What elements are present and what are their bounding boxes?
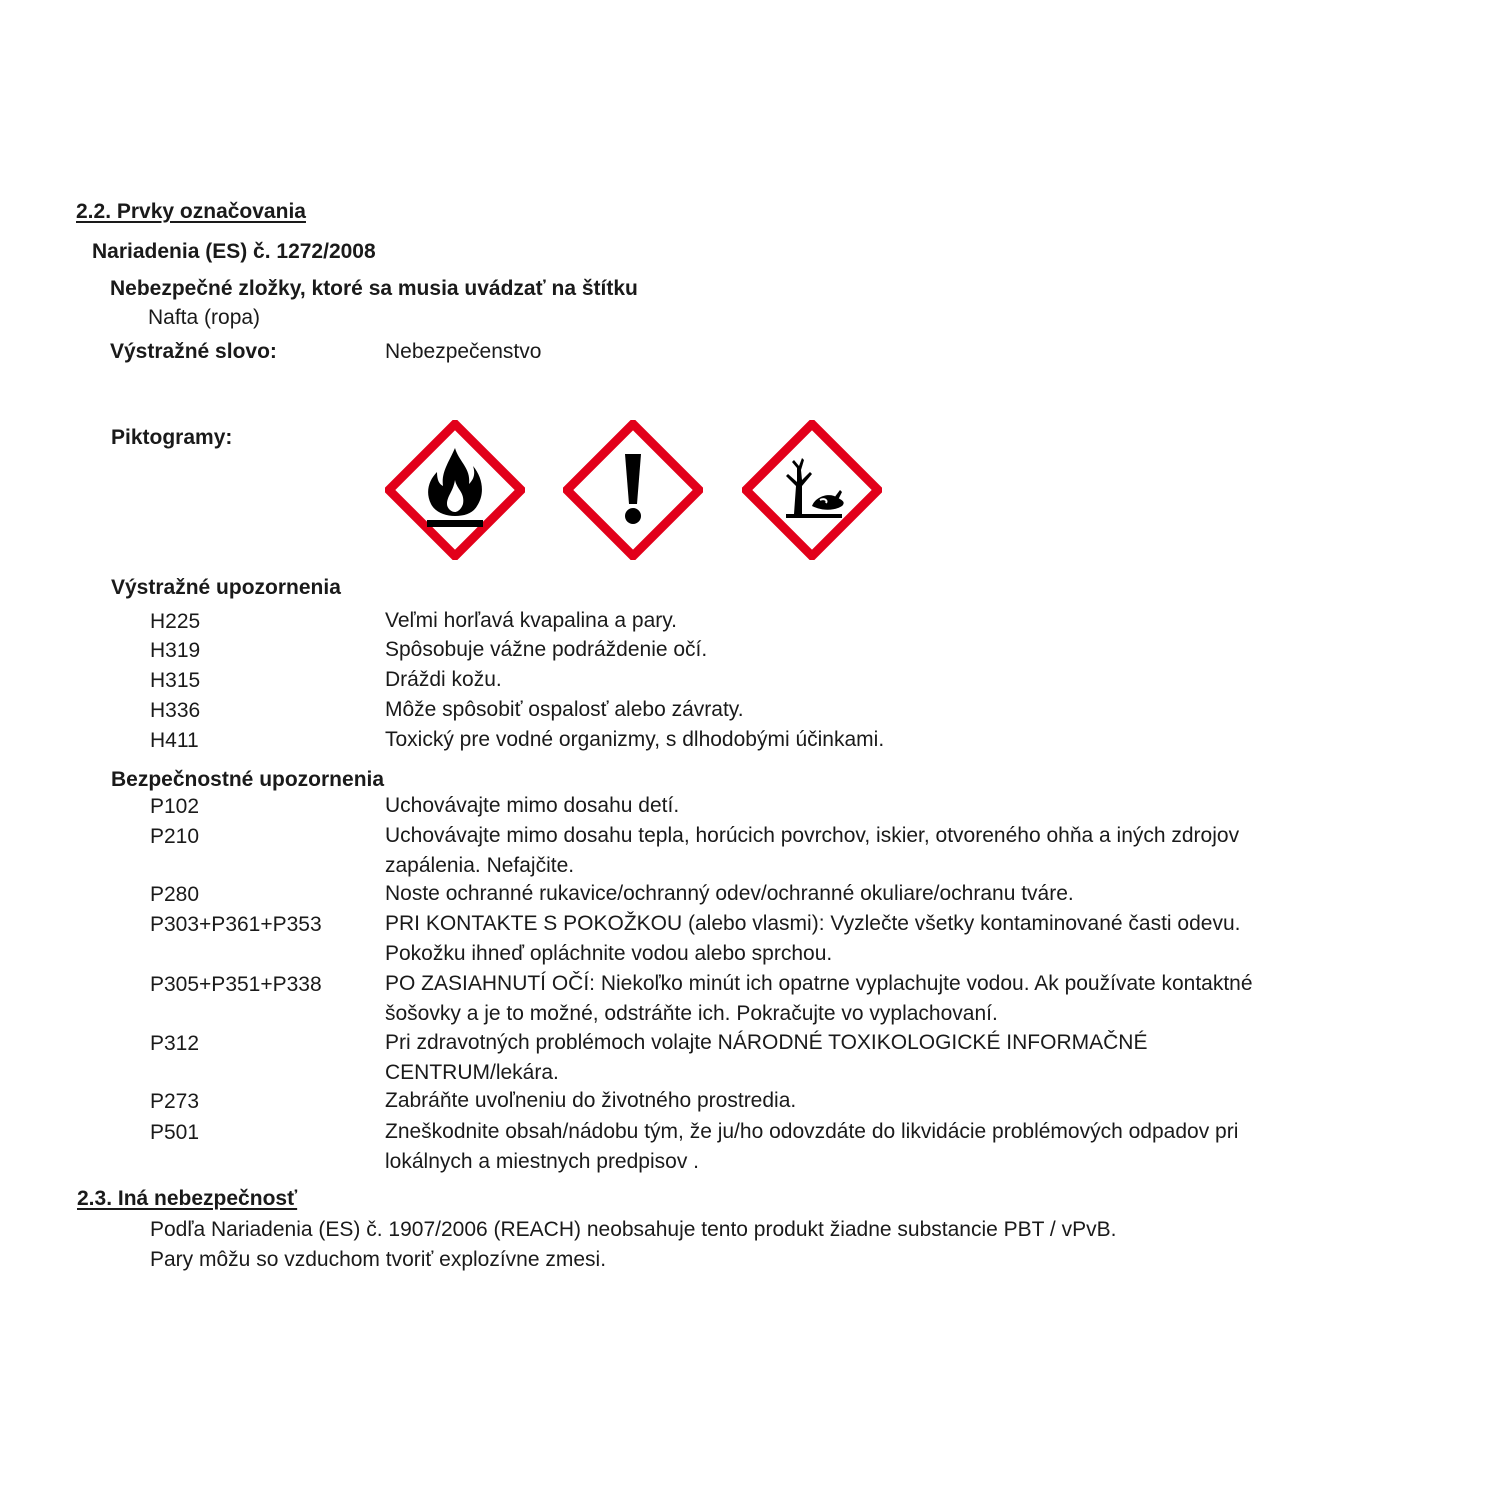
hazardous-components-heading: Nebezpečné zložky, ktoré sa musia uvádzať na štítku bbox=[110, 277, 638, 300]
other-hazard-line: Podľa Nariadenia (ES) č. 1907/2006 (REACH) neobsahuje tento produkt žiadne substancie PBT / vPvB. bbox=[150, 1218, 1117, 1241]
other-hazard-line: Pary môžu so vzduchom tvoriť explozívne zmesi. bbox=[150, 1248, 607, 1271]
precaution-text: Uchovávajte mimo dosahu tepla, horúcich povrchov, iskier, otvoreného ohňa a iných zdrojov zapálenia. Nefajčite. bbox=[385, 824, 1240, 877]
signal-word-label: Výstražné slovo: bbox=[110, 340, 277, 363]
signal-word-value: Nebezpečenstvo bbox=[385, 340, 542, 363]
hazard-text: Toxický pre vodné organizmy, s dlhodobými účinkami. bbox=[385, 728, 885, 751]
precautionary-statements-heading: Bezpečnostné upozornenia bbox=[111, 768, 385, 791]
precaution-code: P501 bbox=[150, 1121, 200, 1144]
section-2-2-heading: 2.2. Prvky označovania bbox=[76, 200, 306, 223]
hazard-code: H336 bbox=[150, 699, 201, 722]
flame-icon bbox=[385, 420, 525, 560]
precaution-code: P303+P361+P353 bbox=[150, 913, 322, 936]
precaution-code: P280 bbox=[150, 883, 200, 906]
hazard-statements-heading: Výstražné upozornenia bbox=[111, 576, 341, 599]
regulation-heading: Nariadenia (ES) č. 1272/2008 bbox=[92, 240, 376, 263]
hazard-code: H319 bbox=[150, 639, 201, 662]
hazard-text: Spôsobuje vážne podráždenie očí. bbox=[385, 638, 708, 661]
precaution-code: P210 bbox=[150, 825, 200, 848]
hazard-text: Veľmi horľavá kvapalina a pary. bbox=[385, 609, 678, 632]
precaution-code: P102 bbox=[150, 795, 200, 818]
section-2-3-heading: 2.3. Iná nebezpečnosť bbox=[77, 1187, 298, 1210]
exclamation-mark-icon bbox=[563, 420, 703, 560]
precaution-text: Pri zdravotných problémoch volajte NÁRODNÉ TOXIKOLOGICKÉ INFORMAČNÉ CENTRUM/lekára. bbox=[385, 1031, 1148, 1084]
precaution-text: Zabráňte uvoľneniu do životného prostredia. bbox=[385, 1089, 797, 1112]
environment-icon bbox=[742, 420, 882, 560]
precaution-code: P305+P351+P338 bbox=[150, 973, 322, 996]
hazard-code: H411 bbox=[150, 729, 199, 752]
precaution-text: PRI KONTAKTE S POKOŽKOU (alebo vlasmi): Vyzlečte všetky kontaminované časti odevu. Pokožku ihneď opláchnite vodou alebo sprchou. bbox=[385, 912, 1241, 965]
precaution-code: P312 bbox=[150, 1032, 200, 1055]
hazard-text: Dráždi kožu. bbox=[385, 668, 502, 691]
hazard-code: H225 bbox=[150, 610, 201, 633]
precaution-text: Noste ochranné rukavice/ochranný odev/ochranné okuliare/ochranu tváre. bbox=[385, 882, 1074, 905]
pictograms-label: Piktogramy: bbox=[111, 426, 233, 449]
precaution-code: P273 bbox=[150, 1090, 200, 1113]
hazard-code: H315 bbox=[150, 669, 201, 692]
precaution-text: Uchovávajte mimo dosahu detí. bbox=[385, 794, 680, 817]
precaution-text: Zneškodnite obsah/nádobu tým, že ju/ho odovzdáte do likvidácie problémových odpadov pri lokálnych a miestnych predpisov . bbox=[385, 1120, 1239, 1173]
component-name: Nafta (ropa) bbox=[148, 306, 261, 329]
hazard-text: Môže spôsobiť ospalosť alebo závraty. bbox=[385, 698, 744, 721]
precaution-text: PO ZASIAHNUTÍ OČÍ: Niekoľko minút ich opatrne vyplachujte vodou. Ak používate kontaktné šošovky a je to možné, odstráňte ich. Pokračujte vo vyplachovaní. bbox=[385, 972, 1253, 1025]
